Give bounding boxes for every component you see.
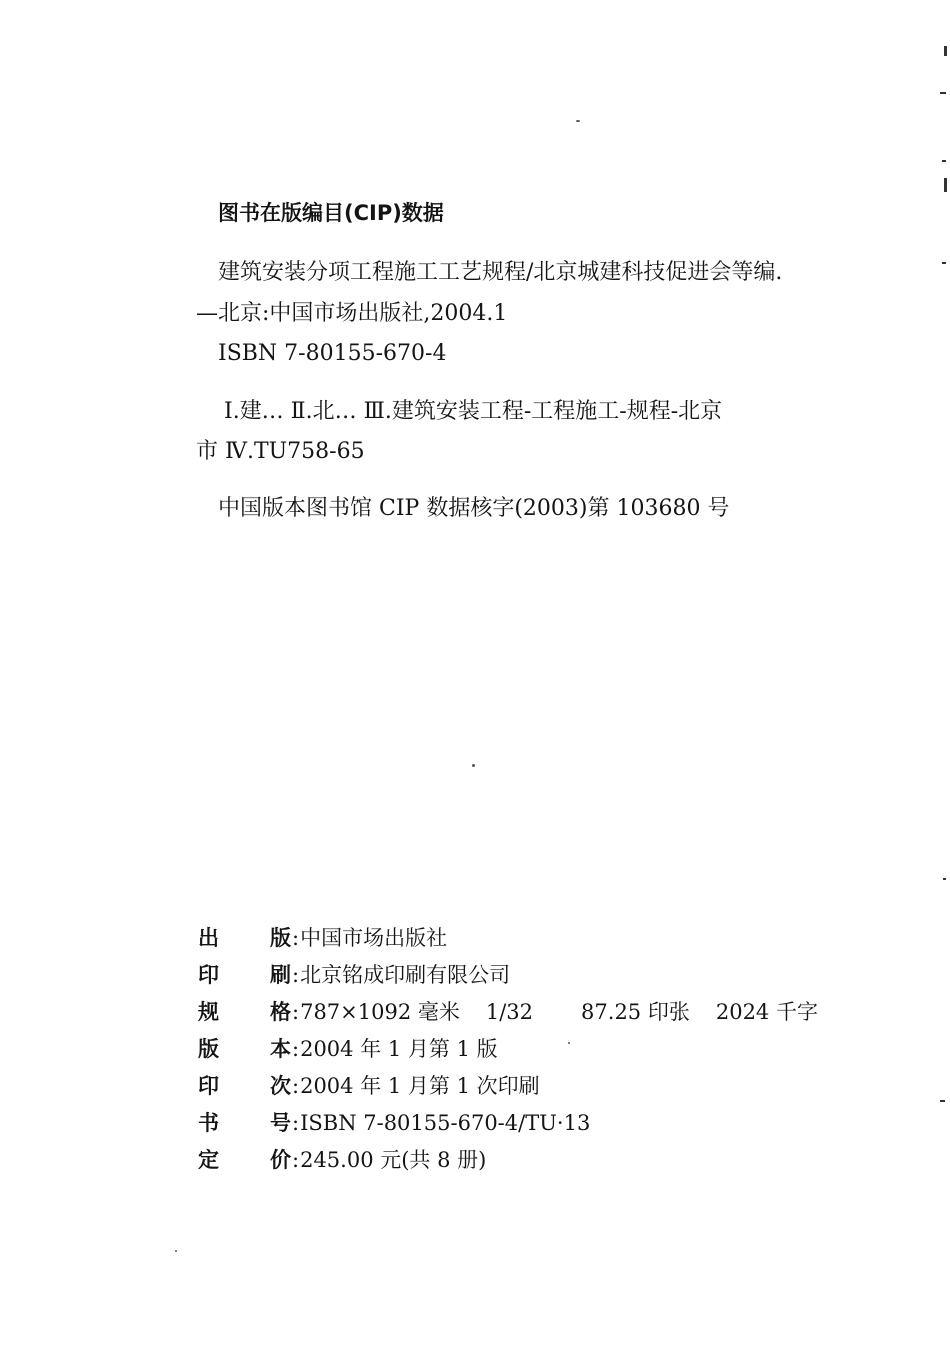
format-fold: 1/32 — [485, 1000, 534, 1024]
colon: : — [292, 1000, 300, 1024]
cip-classification-line-2: 市 Ⅳ.TU758-65 — [196, 439, 365, 464]
scan-edge-mark — [940, 1100, 945, 1102]
format-size: 787×1092 毫米 — [300, 1000, 460, 1024]
colon: : — [292, 1111, 300, 1135]
colophon-row-printer — [198, 959, 878, 996]
scan-edge-mark — [942, 160, 946, 162]
colon: : — [292, 963, 300, 987]
colophon-label-second: 刷 — [270, 963, 291, 987]
format-words: 2024 千字 — [715, 1000, 818, 1024]
cip-record-line: 中国版本图书馆 CIP 数据核字(2003)第 103680 号 — [218, 496, 730, 521]
scan-speck — [175, 1250, 177, 1252]
colophon-label-first: 印 — [198, 1074, 219, 1098]
scan-edge-mark — [944, 178, 947, 192]
colophon-value: 中国市场出版社 — [300, 926, 448, 950]
colophon-value: 2004 年 1 月第 1 次印刷 — [300, 1074, 540, 1098]
colophon-label-first: 定 — [198, 1148, 219, 1172]
colophon-label-first: 印 — [198, 963, 219, 987]
format-sheets: 87.25 印张 — [581, 1000, 690, 1024]
scan-edge-mark — [944, 46, 947, 56]
cip-publisher-line: —北京:中国市场出版社,2004.1 — [196, 301, 508, 326]
colophon-row-format — [198, 996, 878, 1033]
colophon-value: 北京铭成印刷有限公司 — [300, 963, 511, 987]
colophon-label-first: 书 — [198, 1111, 219, 1135]
scan-edge-mark — [940, 92, 946, 94]
colophon-row-printing — [198, 1070, 878, 1107]
colophon-value: 245.00 元(共 8 册) — [300, 1148, 487, 1172]
colophon-label-second: 格 — [270, 1000, 291, 1024]
colon: : — [292, 1148, 300, 1172]
scan-speck — [472, 764, 475, 767]
scan-edge-mark — [942, 262, 946, 264]
colophon — [198, 922, 878, 1181]
scan-edge-mark — [943, 878, 946, 880]
colophon-label-second: 本 — [270, 1037, 291, 1061]
colophon-label-first: 出 — [198, 926, 219, 950]
colon: : — [292, 926, 300, 950]
colophon-value: ISBN 7-80155-670-4/TU·13 — [300, 1111, 591, 1135]
colophon-label-second: 号 — [270, 1111, 291, 1135]
cip-classification-line-1: Ⅰ.建… Ⅱ.北… Ⅲ.建筑安装工程-工程施工-规程-北京 — [224, 399, 723, 424]
cip-isbn-line: ISBN 7-80155-670-4 — [218, 341, 447, 366]
cip-heading: 图书在版编目(CIP)数据 — [218, 201, 444, 225]
colophon-label-second: 版 — [270, 926, 291, 950]
colophon-row-price — [198, 1144, 878, 1181]
scan-speck — [568, 1042, 570, 1044]
colophon-value: 2004 年 1 月第 1 版 — [300, 1037, 498, 1061]
colophon-label-second: 次 — [270, 1074, 291, 1098]
colophon-row-publisher — [198, 922, 878, 959]
scan-speck — [576, 120, 580, 122]
colon: : — [292, 1074, 300, 1098]
colon: : — [292, 1037, 300, 1061]
colophon-label-second: 价 — [270, 1148, 291, 1172]
colophon-row-edition — [198, 1033, 878, 1070]
colophon-row-book-number — [198, 1107, 878, 1144]
colophon-label-first: 版 — [198, 1037, 219, 1061]
cip-title-line: 建筑安装分项工程施工工艺规程/北京城建科技促进会等编. — [218, 260, 783, 285]
colophon-label-first: 规 — [198, 1000, 219, 1024]
